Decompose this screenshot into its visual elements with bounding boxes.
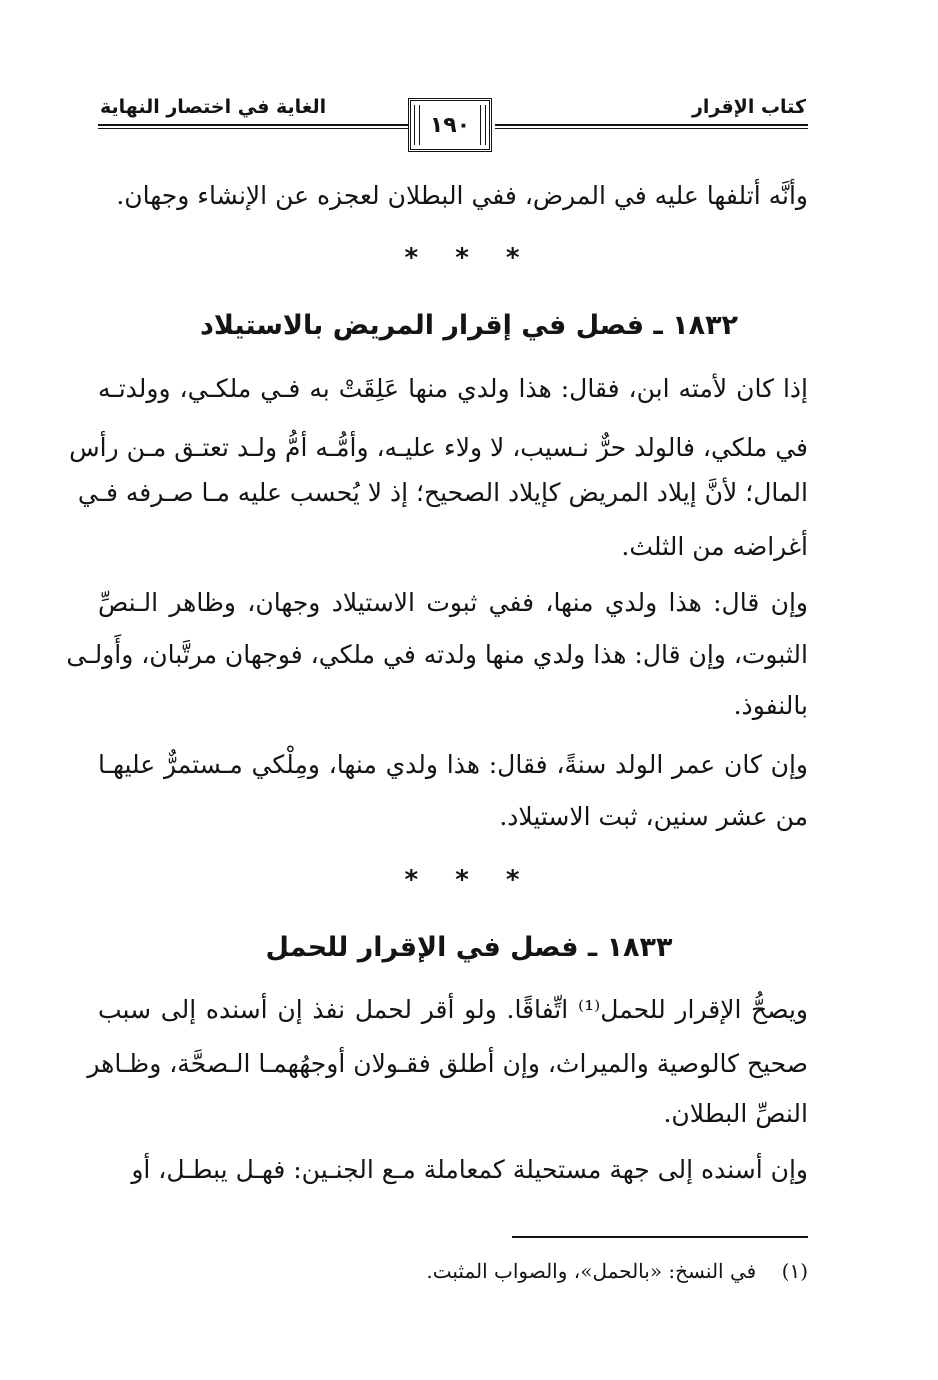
- footnote-text: في النسخ: «بالحمل»، والصواب المثبت.: [426, 1259, 757, 1283]
- paragraph-line: المال؛ لأنَّ إيلاد المريض كإيلاد الصحيح؛ إذ لا يُحسب عليه مـا صـرفه فـي: [77, 478, 808, 507]
- paragraph-line: النصِّ البطلان.: [663, 1099, 808, 1128]
- paragraph-line: بالنفوذ.: [733, 691, 808, 720]
- footnote-rule: [512, 1236, 808, 1238]
- section-separator: * * *: [404, 243, 534, 273]
- paragraph-line: صحيح كالوصية والميراث، وإن أطلق فقـولان أوجهُهمـا الـصحَّة، وظـاهر: [87, 1049, 808, 1078]
- paragraph-line: وأنَّه أتلفها عليه في المرض، ففي البطلان لعجزه عن الإنشاء وجهان.: [116, 181, 808, 210]
- paragraph-line: إذا كان لأمته ابن، فقال: هذا ولدي منها عَلِقَتْ به فـي ملكـي، وولدتـه: [98, 374, 808, 403]
- header-rule-right: [495, 124, 808, 129]
- section-separator: * * *: [404, 865, 534, 895]
- paragraph-line: الثبوت، وإن قال: هذا ولدي منها ولدته في ملكي، فوجهان مرتَّبان، وأَولـى: [66, 640, 808, 669]
- page-number: ١٩٠: [429, 112, 471, 138]
- paragraph-line: وإن قال: هذا ولدي منها، ففي ثبوت الاستيلاد وجهان، وظاهر الـنصِّ: [98, 588, 808, 617]
- paragraph-line: أغراضه من الثلث.: [621, 532, 808, 561]
- paragraph-line: وإن كان عمر الولد سنةً، فقال: هذا ولدي منها، ومِلْكي مـستمرٌّ عليهـا: [98, 750, 808, 779]
- footnote-marker: (١): [781, 1259, 808, 1283]
- footnote: [108, 1254, 808, 1288]
- section-heading: ١٨٣٢ ـ فصل في إقرار المريض بالاستيلاد: [199, 310, 739, 341]
- paragraph-line: وإن أسنده إلى جهة مستحيلة كمعاملة مـع الجنـين: فهـل يبطـل، أو: [131, 1155, 808, 1184]
- section-heading: ١٨٣٣ ـ فصل في الإقرار للحمل: [265, 932, 673, 963]
- page-number-frame: [408, 98, 492, 152]
- paragraph-line: ويصحُّ الإقرار للحمل⁽¹⁾ اتِّفاقًا. ولو أقر لحمل نفذ إن أسنده إلى سبب: [98, 995, 808, 1024]
- paragraph-line: من عشر سنين، ثبت الاستيلاد.: [499, 802, 808, 831]
- running-head-title: الغاية في اختصار النهاية: [100, 96, 327, 118]
- running-head-section: كتاب الإقرار: [691, 96, 806, 118]
- paragraph-line: في ملكي، فالولد حرٌّ نـسيب، لا ولاء عليـه، وأمُّـه أمُّ ولـد تعتـق مـن رأس: [69, 433, 808, 462]
- header-rule-left: [98, 124, 428, 129]
